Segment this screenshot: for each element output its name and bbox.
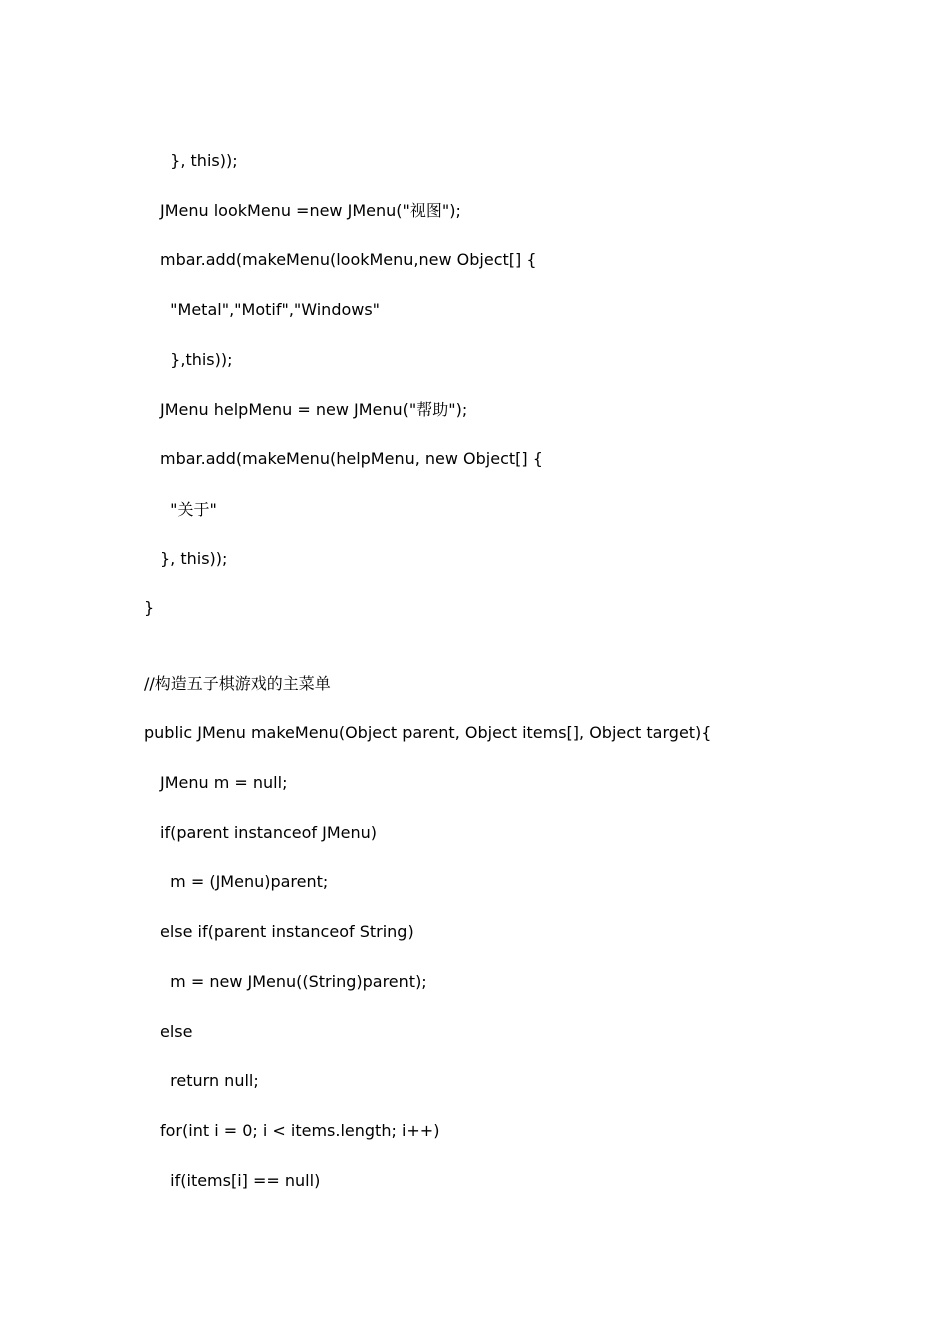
code-line: m = new JMenu((String)parent); <box>160 972 427 991</box>
code-line: else if(parent instanceof String) <box>160 922 414 941</box>
code-line: } <box>144 598 155 617</box>
code-line: mbar.add(makeMenu(helpMenu, new Object[] { <box>160 449 543 468</box>
code-line: }, this)); <box>160 549 228 568</box>
code-comment: //构造五子棋游戏的主菜单 <box>144 674 331 693</box>
code-line: for(int i = 0; i < items.length; i++) <box>160 1121 440 1140</box>
code-line: "Metal","Motif","Windows" <box>160 300 381 319</box>
code-line: return null; <box>160 1071 259 1090</box>
code-line: if(parent instanceof JMenu) <box>160 823 378 842</box>
code-line: if(items[i] == null) <box>160 1171 321 1190</box>
code-line: JMenu lookMenu =new JMenu("视图"); <box>160 201 461 220</box>
code-line: mbar.add(makeMenu(lookMenu,new Object[] { <box>160 250 537 269</box>
code-line: public JMenu makeMenu(Object parent, Object items[], Object target){ <box>144 723 712 742</box>
code-line: JMenu helpMenu = new JMenu("帮助"); <box>160 400 468 419</box>
code-line: JMenu m = null; <box>160 773 288 792</box>
code-line: },this)); <box>160 350 233 369</box>
code-line: m = (JMenu)parent; <box>160 872 329 891</box>
code-line: "关于" <box>160 500 217 519</box>
code-line: }, this)); <box>160 151 238 170</box>
code-line: else <box>160 1022 193 1041</box>
